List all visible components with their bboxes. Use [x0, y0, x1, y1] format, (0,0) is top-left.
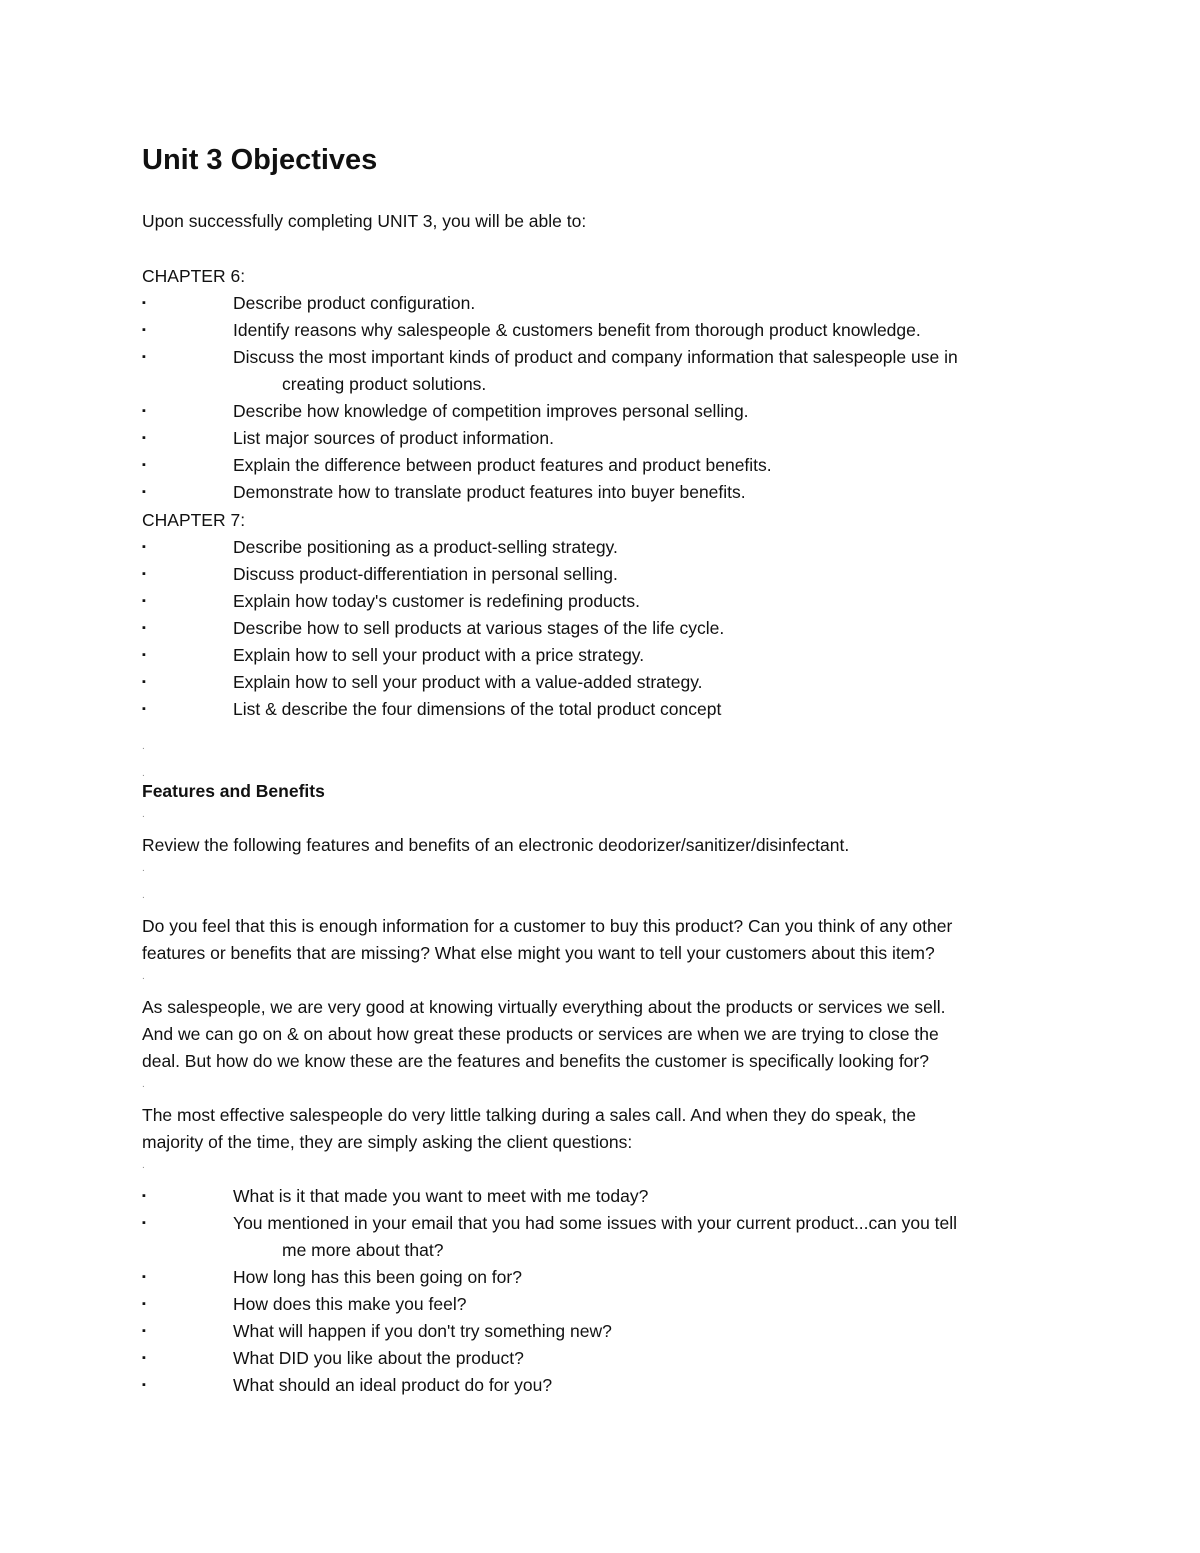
list-item: ▪ Describe product configuration. [142, 290, 1062, 317]
list-item: ▪ How does this make you feel? [142, 1291, 1062, 1318]
bullet-icon: ▪ [142, 486, 146, 498]
list-item: ▪ Explain how today's customer is redefining products. [142, 588, 1062, 615]
list-item: ▪ List & describe the four dimensions of the total product concept [142, 696, 1062, 723]
bullet-icon: ▪ [142, 405, 146, 417]
chapter-6-label: CHAPTER 6: [142, 266, 246, 286]
bullet-icon: ▪ [142, 1190, 146, 1202]
list-item: ▪ Explain the difference between product features and product benefits. [142, 452, 1062, 479]
features-section: Features and Benefits . Review the following features and benefits of an electronic deodorizer/sanitizer/disinfectant. . . Do you feel that this is enough information for a customer to buy this product? Can you think of any other features or benefits that are missing? What else might you want to tell your customers about this item? . As salespeople, we are very good at knowing virtually everything about the products or services we sell. And we can go on & on about how great these products or services are when we are trying to close the deal. But how do we know these are the features and benefits the customer is specifically looking for? . The most effective salespeople do very little talking during a sales call. And when they do speak, the majority of the time, they are simply asking the client questions: . ▪ What is it that made you want to meet with me today? ▪ You mentioned in your email that you had some issues with your current product...can you tell me more about that? ▪ How long has this been going on for? ▪ How does this make you feel? ▪ What will happen if you don't try something new? ▪ What DID you like about the product? ▪ What should an ideal product do for you? [142, 778, 1062, 1399]
chapter-7-list [142, 534, 1062, 723]
list-item: ▪ What should an ideal product do for you? [142, 1372, 1062, 1399]
paragraph-line: features or benefits that are missing? What else might you want to tell your customers about this item? [142, 943, 935, 963]
list-item: ▪ What DID you like about the product? [142, 1345, 1062, 1372]
bullet-icon: ▪ [142, 351, 146, 363]
bullet-icon: ▪ [142, 622, 146, 634]
intro-text: Upon successfully completing UNIT 3, you will be able to: [142, 211, 587, 231]
list-item: ▪ Describe how knowledge of competition improves personal selling. [142, 398, 1062, 425]
list-item: ▪ Demonstrate how to translate product features into buyer benefits. [142, 479, 1062, 506]
list-item: ▪ Discuss the most important kinds of product and company information that salespeople use in creating product solutions. [142, 344, 1062, 398]
paragraph-line: deal. But how do we know these are the features and benefits the customer is specifically looking for? [142, 1051, 929, 1071]
review-text: Review the following features and benefits of an electronic deodorizer/sanitizer/disinfectant. [142, 835, 850, 855]
list-item: ▪ Explain how to sell your product with a value-added strategy. [142, 669, 1062, 696]
paragraph-line: And we can go on & on about how great these products or services are when we are trying to close the [142, 1024, 939, 1044]
bullet-icon: ▪ [142, 1271, 146, 1283]
chapter-7-label: CHAPTER 7: [142, 510, 246, 530]
paragraph-line: As salespeople, we are very good at knowing virtually everything about the products or services we sell. [142, 997, 946, 1017]
list-item: ▪ Describe how to sell products at various stages of the life cycle. [142, 615, 1062, 642]
questions-list [142, 1183, 1062, 1399]
list-item: ▪ What is it that made you want to meet with me today? [142, 1183, 1062, 1210]
bullet-icon: ▪ [142, 1379, 146, 1391]
list-item: ▪ How long has this been going on for? [142, 1264, 1062, 1291]
list-item: ▪ You mentioned in your email that you had some issues with your current product...can you tell me more about that? [142, 1210, 1062, 1264]
chapter-7-section [142, 507, 1062, 723]
bullet-icon: ▪ [142, 1217, 146, 1229]
paragraph-line: Do you feel that this is enough information for a customer to buy this product? Can you think of any other [142, 916, 953, 936]
chapter-6-section [142, 263, 1062, 506]
spacer-dots: . . [142, 741, 145, 779]
list-item: ▪ Discuss product-differentiation in personal selling. [142, 561, 1062, 588]
list-item: ▪ List major sources of product information. [142, 425, 1062, 452]
chapter-6-list [142, 290, 1062, 506]
list-item: ▪ Describe positioning as a product-selling strategy. [142, 534, 1062, 561]
bullet-icon: ▪ [142, 432, 146, 444]
bullet-icon: ▪ [142, 541, 146, 553]
list-item: ▪ Identify reasons why salespeople & customers benefit from thorough product knowledge. [142, 317, 1062, 344]
bullet-icon: ▪ [142, 324, 146, 336]
bullet-icon: ▪ [142, 703, 146, 715]
bullet-icon: ▪ [142, 649, 146, 661]
paragraph-line: majority of the time, they are simply asking the client questions: [142, 1132, 633, 1152]
page-title: Unit 3 Objectives [142, 144, 378, 176]
bullet-icon: ▪ [142, 1352, 146, 1364]
bullet-icon: ▪ [142, 676, 146, 688]
paragraph-line: The most effective salespeople do very little talking during a sales call. And when they do speak, the [142, 1105, 917, 1125]
bullet-icon: ▪ [142, 1298, 146, 1310]
bullet-icon: ▪ [142, 595, 146, 607]
bullet-icon: ▪ [142, 459, 146, 471]
list-item: ▪ What will happen if you don't try something new? [142, 1318, 1062, 1345]
bullet-icon: ▪ [142, 568, 146, 580]
bullet-icon: ▪ [142, 297, 146, 309]
bullet-icon: ▪ [142, 1325, 146, 1337]
section-heading: Features and Benefits [142, 781, 325, 801]
list-item: ▪ Explain how to sell your product with a price strategy. [142, 642, 1062, 669]
